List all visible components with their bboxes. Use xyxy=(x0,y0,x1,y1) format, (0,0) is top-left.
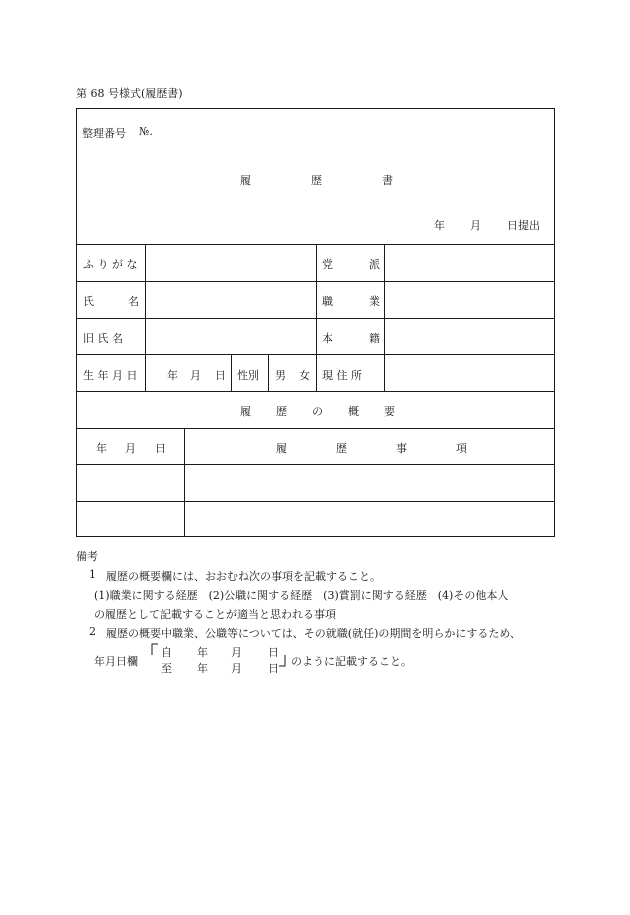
birth-day-label: 日 xyxy=(215,369,226,382)
summary-char-1: 履 xyxy=(240,405,251,418)
party-label-char-2: 派 xyxy=(369,258,380,271)
note-2-text: 履歴の概要中職業、公職等については、その就職(就任)の期間を明らかにするため、 xyxy=(106,627,521,640)
rule-row-7 xyxy=(76,464,555,465)
sex-option-male: 男 xyxy=(275,369,286,382)
title-char-3: 書 xyxy=(382,174,393,187)
form-number-label: 第 68 号様式(履歴書) xyxy=(76,87,183,100)
rule-history-date-column xyxy=(184,428,185,537)
rule-sex-label-right xyxy=(268,354,269,391)
close-bracket-icon xyxy=(278,654,288,674)
birth-month-label: 月 xyxy=(190,369,201,382)
party-label-char-1: 党 xyxy=(322,258,333,271)
submit-month-label: 月 xyxy=(470,219,481,232)
history-matters-char-1: 履 xyxy=(276,442,287,455)
title-char-1: 履 xyxy=(240,174,251,187)
to-month: 月 xyxy=(231,662,242,675)
sex-label: 性別 xyxy=(237,369,259,382)
history-year-header: 年 xyxy=(96,442,107,455)
furigana-label: ふ り が な xyxy=(83,258,138,271)
name-label-char-1: 氏 xyxy=(83,295,94,308)
to-day: 日 xyxy=(268,662,279,675)
title-char-2: 歴 xyxy=(311,174,322,187)
name-label-char-2: 名 xyxy=(128,295,139,308)
summary-char-5: 要 xyxy=(384,405,395,418)
summary-char-2: 歴 xyxy=(276,405,287,418)
note-2-prefix: 年月日欄 xyxy=(94,655,138,668)
occupation-label-char-1: 職 xyxy=(322,295,333,308)
sex-option-female: 女 xyxy=(299,369,310,382)
rule-row-8 xyxy=(76,501,555,502)
rule-right-label-column xyxy=(384,244,385,391)
note-1-text: 履歴の概要欄には、おおむね次の事項を記載すること。 xyxy=(106,570,381,583)
open-bracket-icon xyxy=(149,643,159,671)
note-1-subitems: (1)職業に関する経歴 (2)公職に関する経歴 (3)賞罰に関する経歴 (4)その他本人 xyxy=(94,589,509,602)
to-char: 至 xyxy=(161,662,172,675)
history-matters-char-4: 項 xyxy=(456,442,467,455)
submit-year-label: 年 xyxy=(434,219,445,232)
number-mark: №. xyxy=(139,125,153,138)
note-1-number: 1 xyxy=(89,568,96,581)
rule-middle-column xyxy=(316,244,317,391)
former-name-label: 旧 氏 名 xyxy=(83,332,123,345)
birth-year-label: 年 xyxy=(167,369,178,382)
submit-day-label: 日提出 xyxy=(507,219,540,232)
note-2-suffix: のように記載すること。 xyxy=(291,655,412,668)
note-1-subitems-cont: の履歴として記載することが適当と思われる事項 xyxy=(94,608,336,621)
from-char: 自 xyxy=(161,646,172,659)
rule-label-column xyxy=(145,244,146,391)
domicile-label-char-1: 本 xyxy=(322,332,333,345)
rule-row-6 xyxy=(76,428,555,429)
to-year: 年 xyxy=(197,662,208,675)
history-matters-char-3: 事 xyxy=(396,442,407,455)
history-matters-char-2: 歴 xyxy=(336,442,347,455)
rule-row-5 xyxy=(76,391,555,392)
from-day: 日 xyxy=(268,646,279,659)
summary-char-4: 概 xyxy=(348,405,359,418)
from-month: 月 xyxy=(231,646,242,659)
from-year: 年 xyxy=(197,646,208,659)
history-month-header: 月 xyxy=(125,442,136,455)
current-address-label: 現 住 所 xyxy=(322,369,362,382)
summary-char-3: の xyxy=(312,405,323,418)
occupation-label-char-2: 業 xyxy=(369,295,380,308)
domicile-label-char-2: 籍 xyxy=(369,332,380,345)
notes-title: 備考 xyxy=(76,550,98,563)
serial-number-label: 整理番号 xyxy=(82,127,126,140)
rule-sex-label-left xyxy=(231,354,232,391)
birthdate-label: 生 年 月 日 xyxy=(83,369,138,382)
note-2-number: 2 xyxy=(89,625,96,638)
history-day-header: 日 xyxy=(155,442,166,455)
